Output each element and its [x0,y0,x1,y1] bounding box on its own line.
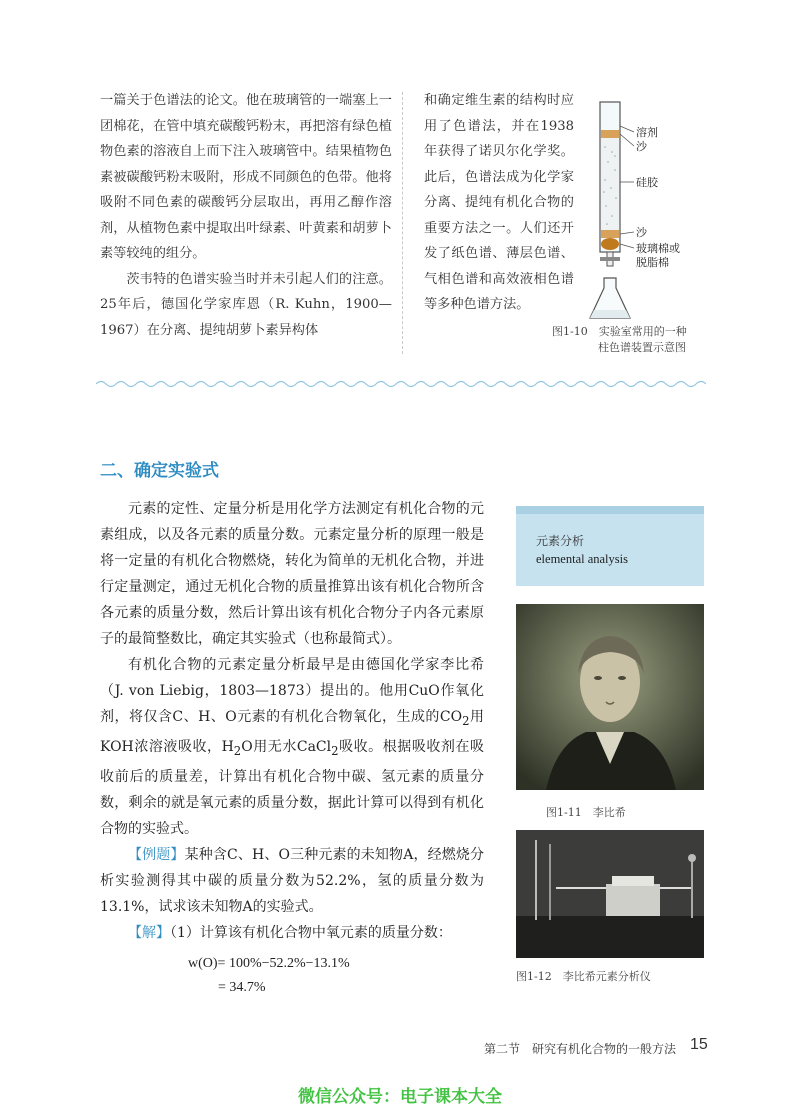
term-chinese: 元素分析 [536,534,585,548]
top-paragraph-2: 茨韦特的色谱实验当时并未引起人们的注意。25年后，德国化学家库恩（R. Kuhn，1900—1967）在分离、提纯胡萝卜素异构体 [100,271,392,338]
formula-line-1: w(O)= 100%−52.2%−13.1% [188,955,350,971]
label-leader-lines [620,126,634,248]
figure-1-10-caption: 图1-10 实验室常用的一种 柱色谱装置示意图 [552,325,687,354]
top-middle-column: 和确定维生素的结构时应用了色谱法，并在1938年获得了诺贝尔化学奖。此后，色谱法成为化学家分离、提纯有机化合物的重要方法之一。人们还开发了纸色谱、薄层色谱、气相色谱和高效液相色谱等多种色谱方法。 [424,93,574,312]
glass-wool-plug [601,238,619,250]
sand-layer-top [601,130,619,138]
wavy-separator [96,378,706,390]
main-paragraph-1: 元素的定性、定量分析是用化学方法测定有机化合物的元素组成，以及各元素的质量分数。元素定量分析的原理一般是将一定量的有机化合物燃烧，转化为简单的无机化合物，并进行定量测定，通过无机化合物的质量推算出该有机化合物所含各元素的质量分数，然后计算出该有机化合物分子内各元素原子的最简整数比，确定其实验式（也称最简式）。 [100,501,484,647]
top-left-column [100,88,392,343]
main-body [100,496,484,1000]
formula-line-2: = 34.7% [218,979,266,995]
wechat-watermark: 微信公众号：电子课本大全 [298,1087,502,1107]
label-cotton: 脱脂棉 [636,256,669,269]
label-glass-wool: 玻璃棉或 [636,242,680,255]
term-english: elemental analysis [536,552,628,566]
apparatus-furnace [606,884,660,916]
column-chromatography-diagram [582,92,722,328]
example-tag: 【例题】 [128,846,185,863]
label-sand-bottom: 沙 [636,226,647,239]
page-number: 15 [690,1036,708,1053]
silica-gel-layer [601,138,619,230]
section-title: 二、确定实验式 [100,461,219,481]
main-paragraph-2: 有机化合物的元素定量分析最早是由德国化学家李比希（J. von Liebig，1803—1873）提出的。他用CuO作氧化剂，将仅含C、H、O元素的有机化合物氧化，生成的$CO_2$用KOH浓溶液吸收，$H_2O$用无水CaCl$_2$吸收。根据吸收剂在吸收前后的质量差，计算出有机化合物中碳、氢元素的质量分数，剩余的就是氧元素的质量分数，据此计算可以得到有机化合物的实验式。 [100,657,484,837]
liebig-apparatus-photo [516,830,704,958]
footer-section-title: 第二节 研究有机化合物的一般方法 [484,1042,677,1056]
sand-layer-bottom [601,230,619,238]
solution-tag: 【解】 [128,924,170,941]
figure-1-12-caption: 图1-12 李比希元素分析仪 [516,970,651,983]
stopcock [600,257,620,261]
label-silica-gel: 硅胶 [636,176,658,189]
example-paragraph: 【例题】某种含C、H、O三种元素的未知物A，经燃烧分析实验测得其中碳的质量分数为52.2%，氢的质量分数为13.1%，试求该未知物A的实验式。 [100,846,484,915]
column-divider [402,92,403,354]
liebig-portrait [516,604,704,790]
label-solvent: 溶剂 [636,126,658,139]
term-box [516,506,704,586]
solution-paragraph: 【解】（1）计算该有机化合物中氧元素的质量分数： [128,924,452,941]
label-sand-top: 沙 [636,140,647,153]
top-paragraph-1: 一篇关于色谱法的论文。他在玻璃管的一端塞上一团棉花，在管中填充碳酸钙粉末，再把溶有绿色植物色素的溶液自上而下注入玻璃管中。结果植物色素被碳酸钙粉末吸附，形成不同颜色的色带。他将吸附不同色素的碳酸钙分层取出，再用乙醇作溶剂，从植物色素中提取出叶绿素、叶黄素和胡萝卜素等较纯的组分。 [100,93,392,261]
figure-1-11-caption: 图1-11 李比希 [546,806,626,819]
